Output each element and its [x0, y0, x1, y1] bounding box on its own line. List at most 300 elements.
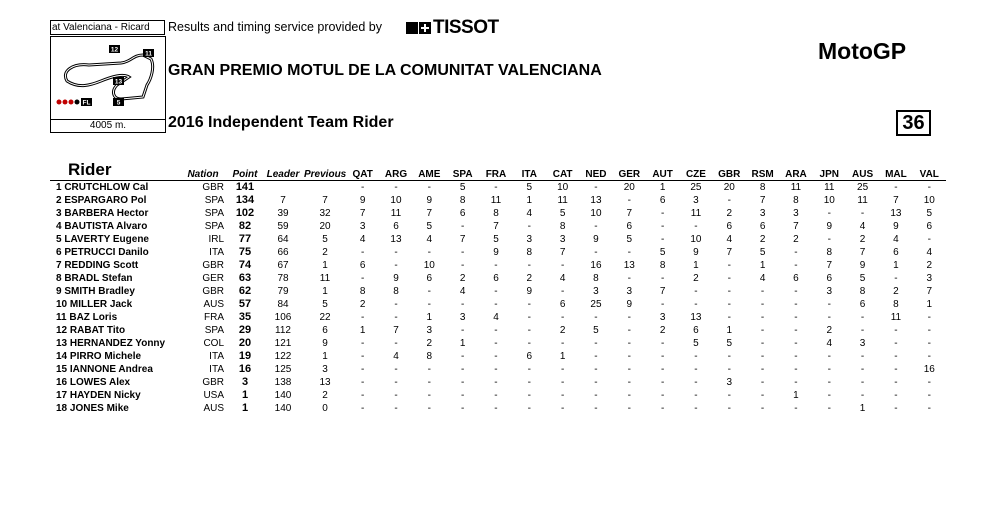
- rider-name: 7 REDDING Scott: [56, 260, 139, 271]
- race-column-header-spa: SPA: [446, 160, 479, 181]
- rider-nation: ITA: [209, 364, 224, 375]
- race-points-arg: -: [394, 312, 398, 323]
- rider-name: 9 SMITH Bradley: [56, 286, 135, 297]
- table-row: [50, 194, 946, 207]
- race-points-aut: -: [660, 338, 665, 349]
- rider-points: 16: [238, 363, 252, 375]
- race-points-ame: -: [427, 299, 431, 310]
- race-points-ger: -: [627, 351, 631, 362]
- gap-to-leader: 78: [277, 273, 289, 284]
- race-points-gbr: -: [727, 273, 731, 284]
- race-points-spa: -: [460, 390, 465, 401]
- race-points-rsm: 7: [759, 195, 766, 206]
- gap-to-leader: 64: [277, 234, 289, 245]
- table-title: 2016 Independent Team Rider: [168, 114, 394, 131]
- race-points-aus: -: [860, 325, 865, 336]
- rider-name: 6 PETRUCCI Danilo: [56, 247, 149, 258]
- gap-to-leader: 140: [274, 390, 292, 401]
- rider-name: 10 MILLER Jack: [56, 299, 133, 310]
- race-points-ned: -: [594, 182, 598, 193]
- race-points-ned: -: [594, 221, 598, 232]
- table-row: [50, 350, 946, 363]
- rider-points: 3: [241, 376, 249, 388]
- race-points-aut: -: [660, 351, 665, 362]
- sector-dot: [69, 100, 74, 105]
- race-points-fra: 7: [493, 221, 499, 232]
- race-points-gbr: 2: [726, 208, 733, 219]
- race-points-ger: 13: [623, 260, 635, 271]
- gap-to-leader: 7: [280, 195, 286, 206]
- race-points-qat: 9: [359, 195, 366, 206]
- previous-column-header: Previous: [304, 160, 346, 181]
- rider-name: 13 HERNANDEZ Yonny: [56, 338, 166, 349]
- race-points-cze: 2: [693, 273, 699, 284]
- gap-to-previous: 13: [319, 377, 331, 388]
- race-points-ame: -: [427, 390, 431, 401]
- race-points-val: 1: [926, 299, 933, 310]
- race-points-fra: -: [494, 182, 498, 193]
- race-points-ita: -: [527, 299, 531, 310]
- svg-text:FL: FL: [82, 99, 91, 107]
- race-points-ame: 5: [426, 221, 433, 232]
- race-points-rsm: -: [760, 286, 765, 297]
- standings-table: [50, 160, 946, 415]
- race-column-header-ame: AME: [413, 160, 446, 181]
- race-points-rsm: -: [760, 364, 765, 375]
- table-row: [50, 324, 946, 337]
- rider-points: 74: [238, 259, 252, 271]
- race-points-jpn: 9: [826, 221, 833, 232]
- rider-points: 19: [238, 350, 252, 362]
- race-points-val: -: [927, 390, 931, 401]
- race-points-val: 4: [926, 247, 933, 258]
- race-points-spa: -: [460, 403, 465, 414]
- svg-text:12: 12: [110, 46, 119, 54]
- race-points-qat: 3: [359, 221, 366, 232]
- race-points-fra: 11: [490, 195, 502, 206]
- race-points-ara: -: [794, 364, 798, 375]
- rider-nation: ITA: [209, 351, 224, 362]
- race-points-cze: 13: [690, 312, 702, 323]
- nation-column-header: Nation: [178, 160, 228, 181]
- race-column-header-arg: ARG: [379, 160, 412, 181]
- race-column-header-aus: AUS: [846, 160, 879, 181]
- race-column-header-ned: NED: [579, 160, 612, 181]
- race-points-val: 10: [923, 195, 935, 206]
- rider-points: 75: [238, 246, 252, 258]
- race-points-mal: -: [894, 273, 898, 284]
- race-points-cat: 3: [559, 234, 566, 245]
- race-points-cat: -: [560, 312, 565, 323]
- race-points-ita: 1: [526, 195, 533, 206]
- race-points-ger: 9: [626, 299, 633, 310]
- race-points-cze: -: [694, 351, 698, 362]
- rider-nation: IRL: [208, 234, 224, 245]
- race-points-qat: 8: [359, 286, 366, 297]
- race-points-ned: -: [594, 247, 598, 258]
- race-points-cat: -: [560, 286, 565, 297]
- race-points-gbr: -: [727, 312, 731, 323]
- race-points-ned: -: [594, 377, 598, 388]
- circuit-map: [50, 36, 166, 120]
- race-points-ger: 7: [626, 208, 633, 219]
- race-points-mal: -: [894, 182, 898, 193]
- race-points-jpn: 7: [826, 260, 833, 271]
- gap-to-leader: 125: [274, 364, 292, 375]
- race-points-rsm: -: [760, 403, 765, 414]
- rider-nation: GBR: [202, 182, 224, 193]
- rider-name: 15 IANNONE Andrea: [56, 364, 153, 375]
- rider-name: 8 BRADL Stefan: [56, 273, 133, 284]
- gap-to-previous: 7: [322, 195, 328, 206]
- race-points-arg: 4: [393, 351, 399, 362]
- race-points-jpn: -: [827, 364, 831, 375]
- race-points-ger: -: [627, 390, 631, 401]
- race-points-aus: 9: [859, 260, 866, 271]
- race-points-val: 3: [926, 273, 933, 284]
- race-points-ger: -: [627, 377, 631, 388]
- table-row: [50, 376, 946, 389]
- race-points-rsm: 2: [759, 234, 766, 245]
- race-points-cat: -: [560, 364, 565, 375]
- race-points-jpn: -: [827, 403, 831, 414]
- race-points-ita: 5: [526, 182, 533, 193]
- race-points-ame: -: [427, 364, 431, 375]
- standings-body: [50, 181, 946, 416]
- race-points-aus: -: [860, 208, 865, 219]
- race-points-ger: 6: [626, 221, 633, 232]
- race-points-spa: -: [460, 221, 465, 232]
- race-points-ame: -: [427, 182, 431, 193]
- rider-nation: USA: [203, 390, 224, 401]
- race-points-ame: 1: [426, 312, 433, 323]
- race-points-ger: -: [627, 338, 631, 349]
- rider-name: 3 BARBERA Hector: [56, 208, 149, 219]
- race-points-gbr: -: [727, 260, 731, 271]
- race-points-arg: -: [394, 338, 398, 349]
- table-row: [50, 363, 946, 376]
- gap-to-leader: 140: [274, 403, 292, 414]
- race-points-jpn: -: [827, 299, 831, 310]
- gap-to-previous: [304, 181, 346, 195]
- race-points-ned: -: [594, 312, 598, 323]
- race-points-mal: -: [894, 351, 898, 362]
- race-points-ita: -: [527, 403, 531, 414]
- race-points-arg: -: [394, 182, 398, 193]
- table-row: [50, 207, 946, 220]
- race-points-mal: -: [894, 338, 898, 349]
- race-column-header-ger: GER: [613, 160, 646, 181]
- race-points-jpn: 4: [826, 338, 833, 349]
- race-points-aus: -: [860, 390, 865, 401]
- table-row: [50, 181, 946, 195]
- race-points-fra: -: [494, 299, 498, 310]
- race-points-aut: -: [660, 273, 665, 284]
- race-points-spa: 1: [459, 338, 466, 349]
- race-points-ita: 4: [526, 208, 533, 219]
- race-points-spa: -: [460, 377, 465, 388]
- race-points-arg: 10: [390, 195, 402, 206]
- finish-line-label: [81, 98, 92, 107]
- race-points-ita: -: [527, 377, 531, 388]
- rider-points: 77: [238, 233, 252, 245]
- gap-to-leader: 66: [277, 247, 289, 258]
- race-points-ame: -: [427, 286, 431, 297]
- gap-to-previous: 2: [322, 247, 328, 258]
- rider-points: 57: [238, 298, 252, 310]
- race-points-aut: -: [660, 221, 665, 232]
- race-points-ara: 7: [793, 221, 799, 232]
- rider-points: 35: [238, 311, 252, 323]
- race-points-ned: 9: [593, 234, 599, 245]
- rider-points: 1: [241, 389, 249, 401]
- race-points-jpn: 11: [824, 182, 835, 193]
- race-points-spa: -: [460, 260, 465, 271]
- race-points-ame: 7: [426, 208, 433, 219]
- race-points-mal: 13: [890, 208, 902, 219]
- race-points-ita: -: [527, 390, 531, 401]
- race-points-jpn: -: [827, 377, 831, 388]
- race-points-arg: -: [394, 377, 398, 388]
- race-points-cze: 9: [693, 247, 699, 258]
- gap-to-leader: [262, 181, 304, 195]
- race-points-mal: 9: [893, 221, 899, 232]
- race-points-ara: -: [794, 299, 798, 310]
- race-points-qat: -: [360, 338, 365, 349]
- race-points-ara: -: [794, 338, 798, 349]
- race-points-aut: -: [660, 208, 665, 219]
- circuit-name-box: at Valenciana - Ricard: [50, 20, 165, 35]
- gap-to-leader: 138: [274, 377, 292, 388]
- race-column-header-ita: ITA: [513, 160, 546, 181]
- race-points-mal: 11: [890, 312, 902, 323]
- race-points-val: -: [927, 377, 931, 388]
- rider-nation: GBR: [202, 260, 224, 271]
- race-points-ara: -: [794, 325, 798, 336]
- race-points-jpn: 3: [826, 286, 833, 297]
- race-points-jpn: -: [827, 312, 831, 323]
- tissot-logo: [406, 17, 499, 39]
- race-points-arg: 13: [390, 234, 402, 245]
- race-points-fra: -: [494, 325, 498, 336]
- corner-label-12: [109, 45, 120, 54]
- gap-to-previous: 1: [322, 260, 328, 271]
- gap-to-previous: 5: [322, 234, 328, 245]
- track-length: 4005 m.: [50, 119, 166, 133]
- gap-to-previous: 20: [319, 221, 331, 232]
- race-points-val: -: [927, 403, 931, 414]
- race-points-cat: 4: [559, 273, 566, 284]
- race-points-rsm: -: [760, 312, 765, 323]
- race-points-ame: 3: [426, 325, 433, 336]
- race-points-arg: -: [394, 260, 398, 271]
- gap-to-leader: 79: [277, 286, 289, 297]
- rider-name: 17 HAYDEN Nicky: [56, 390, 141, 401]
- race-points-ned: -: [594, 338, 598, 349]
- race-points-ned: -: [594, 403, 598, 414]
- race-points-spa: 2: [459, 273, 466, 284]
- race-points-ame: 10: [423, 260, 435, 271]
- race-points-mal: -: [894, 390, 898, 401]
- race-points-gbr: -: [727, 364, 731, 375]
- race-points-cze: -: [694, 364, 698, 375]
- race-points-jpn: -: [827, 351, 831, 362]
- gap-to-previous: 3: [322, 364, 328, 375]
- race-points-cat: -: [560, 390, 565, 401]
- race-points-ara: 8: [793, 195, 799, 206]
- race-column-header-cat: CAT: [546, 160, 579, 181]
- gap-to-previous: 9: [322, 338, 328, 349]
- race-points-val: -: [927, 312, 931, 323]
- race-points-ame: 8: [426, 351, 433, 362]
- tissot-brand-text: TISSOT: [433, 17, 499, 38]
- race-points-rsm: 8: [759, 182, 766, 193]
- race-points-ame: -: [427, 247, 431, 258]
- race-points-cze: -: [694, 403, 698, 414]
- race-points-ita: -: [527, 312, 531, 323]
- race-points-mal: -: [894, 364, 898, 375]
- race-points-ara: 1: [793, 390, 799, 401]
- race-column-header-qat: QAT: [346, 160, 379, 181]
- race-points-val: -: [927, 234, 931, 245]
- race-points-aus: -: [860, 312, 865, 323]
- race-points-ger: 20: [623, 182, 635, 193]
- race-points-arg: 6: [393, 221, 399, 232]
- race-points-qat: 4: [359, 234, 366, 245]
- race-points-aus: -: [860, 377, 865, 388]
- race-points-ame: 4: [426, 234, 433, 245]
- race-points-aut: -: [660, 234, 665, 245]
- circuit-track-icon: [51, 37, 165, 119]
- race-points-aut: -: [660, 364, 665, 375]
- race-points-qat: 1: [359, 325, 366, 336]
- svg-text:5: 5: [116, 99, 121, 107]
- corner-label-13: [113, 77, 124, 86]
- race-points-arg: 8: [393, 286, 399, 297]
- rider-points: 134: [235, 194, 255, 206]
- race-points-rsm: -: [760, 377, 765, 388]
- race-points-arg: 11: [390, 208, 402, 219]
- race-points-fra: -: [494, 390, 498, 401]
- race-points-cze: -: [694, 377, 698, 388]
- race-points-aut: -: [660, 390, 665, 401]
- race-points-aut: 1: [659, 182, 666, 193]
- race-points-rsm: -: [760, 351, 765, 362]
- race-column-header-mal: MAL: [879, 160, 912, 181]
- race-points-aut: -: [660, 377, 665, 388]
- race-points-mal: 6: [893, 247, 899, 258]
- race-points-gbr: 7: [726, 247, 733, 258]
- svg-text:13: 13: [114, 78, 123, 86]
- rider-nation: SPA: [204, 325, 224, 336]
- gap-to-leader: 67: [277, 260, 289, 271]
- race-points-fra: 8: [493, 208, 499, 219]
- race-points-ara: -: [794, 260, 798, 271]
- rider-points: 63: [238, 272, 252, 284]
- race-points-aus: 8: [859, 286, 866, 297]
- race-points-gbr: 4: [726, 234, 733, 245]
- point-column-header: Point: [228, 160, 262, 181]
- race-points-fra: -: [494, 377, 498, 388]
- gap-to-leader: 39: [277, 208, 289, 219]
- race-points-aus: 25: [857, 182, 869, 193]
- race-points-fra: 6: [493, 273, 499, 284]
- event-title: GRAN PREMIO MOTUL DE LA COMUNITAT VALENCIANA: [168, 62, 602, 79]
- race-points-cze: 10: [690, 234, 702, 245]
- table-row: [50, 298, 946, 311]
- race-points-fra: -: [494, 260, 498, 271]
- race-points-spa: -: [460, 325, 465, 336]
- tissot-t-icon: [406, 22, 418, 34]
- race-points-ara: -: [794, 247, 798, 258]
- gap-to-leader: 59: [277, 221, 289, 232]
- race-points-jpn: 10: [823, 195, 835, 206]
- race-points-gbr: -: [727, 403, 731, 414]
- rider-points: 82: [238, 220, 252, 232]
- race-points-qat: -: [360, 351, 365, 362]
- race-points-fra: -: [494, 403, 498, 414]
- race-points-qat: -: [360, 182, 365, 193]
- race-points-ara: -: [794, 403, 798, 414]
- rider-nation: SPA: [204, 195, 224, 206]
- race-points-aut: 7: [659, 286, 666, 297]
- race-points-rsm: 6: [759, 221, 766, 232]
- rider-name: 5 LAVERTY Eugene: [56, 234, 149, 245]
- race-points-spa: -: [460, 247, 465, 258]
- table-row: [50, 402, 946, 415]
- race-points-ned: 13: [590, 195, 602, 206]
- race-points-cat: 8: [559, 221, 566, 232]
- table-row: [50, 259, 946, 272]
- sector-dot: [75, 100, 80, 105]
- race-column-header-aut: AUT: [646, 160, 679, 181]
- race-points-val: 5: [926, 208, 933, 219]
- race-points-val: -: [927, 351, 931, 362]
- race-points-gbr: -: [727, 195, 731, 206]
- table-row: [50, 272, 946, 285]
- race-points-spa: -: [460, 364, 465, 375]
- gap-to-leader: 106: [274, 312, 292, 323]
- race-points-gbr: 5: [726, 338, 733, 349]
- race-points-ger: -: [627, 247, 631, 258]
- race-points-rsm: -: [760, 325, 765, 336]
- race-points-ame: 2: [426, 338, 433, 349]
- race-points-cat: 10: [557, 182, 569, 193]
- race-points-aut: 2: [659, 325, 666, 336]
- race-points-cat: -: [560, 338, 565, 349]
- gap-to-leader: 122: [274, 351, 292, 362]
- svg-text:11: 11: [145, 50, 152, 58]
- race-points-ned: -: [594, 390, 598, 401]
- race-points-rsm: -: [760, 338, 765, 349]
- race-points-arg: 9: [393, 273, 399, 284]
- table-row: [50, 246, 946, 259]
- race-points-cze: -: [694, 221, 698, 232]
- race-points-rsm: -: [760, 299, 765, 310]
- race-points-spa: 7: [459, 234, 466, 245]
- race-points-ara: -: [794, 312, 798, 323]
- race-points-ara: 6: [793, 273, 799, 284]
- race-column-header-cze: CZE: [679, 160, 712, 181]
- race-points-mal: -: [894, 325, 898, 336]
- race-points-ned: 25: [590, 299, 602, 310]
- race-points-ned: 3: [593, 286, 599, 297]
- race-points-mal: -: [894, 403, 898, 414]
- race-points-ita: 3: [526, 234, 533, 245]
- race-points-ame: -: [427, 403, 431, 414]
- race-points-spa: 3: [459, 312, 466, 323]
- track-outline: [65, 55, 152, 99]
